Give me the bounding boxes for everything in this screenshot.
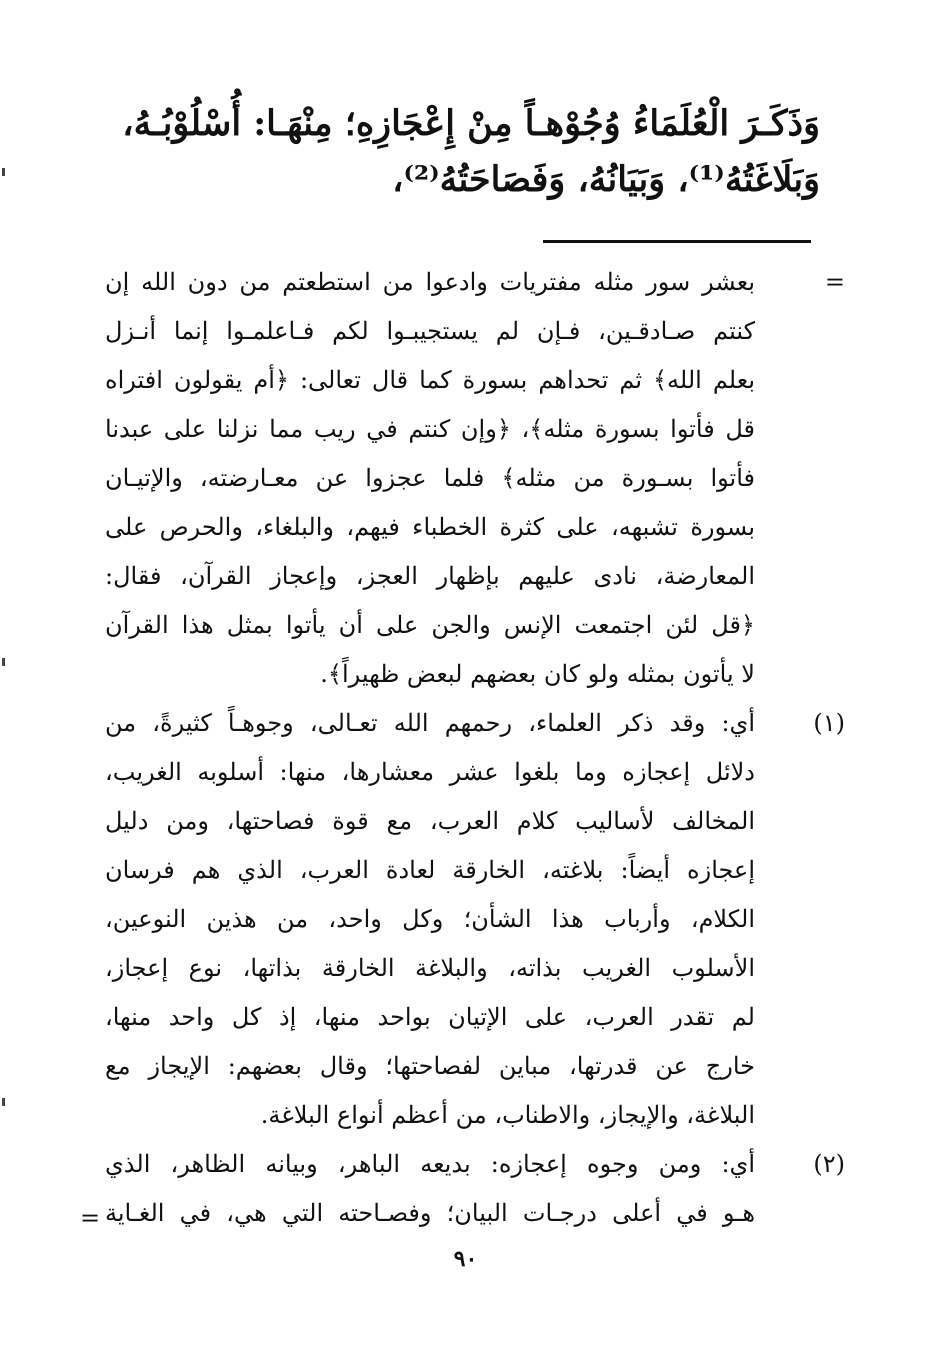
main-text-line: وَذَكَـرَ الْعُلَمَاءُ وُجُوْهـاً مِنْ إِعْجَازِهِ؛ مِنْهَـا: أُسْلُوْبُـهُ، [122,103,820,144]
footnote-separator [543,240,811,243]
scan-edge-mark [2,658,5,666]
footnote-line: المخالف لأساليب كلام العرب، مع قوة فصاحتها، ومن دليل [105,807,755,835]
footnote-number: (٢) [813,1150,845,1178]
footnote-line: بعلم الله﴾ ثم تحداهم بسورة كما قال تعالى: ﴿أم يقولون افتراه [105,366,755,394]
footnote-line: دلائل إعجازه وما بلغوا عشر معشارها، منها: أسلوبه الغريب، [105,758,755,786]
footnote-line: خارج عن قدرتها، مباين لفصاحتها؛ وقال بعضهم: الإيجاز مع [105,1052,755,1080]
footnote-line: لا يأتون بمثله ولو كان بعضهم لبعض ظهيراً﴾. [320,660,755,688]
footnote-line: قل فأتوا بسورة مثله﴾، ﴿وإن كنتم في ريب مما نزلنا على عبدنا [105,415,755,443]
footnote-line: البلاغة، والإيجاز، والاطناب، من أعظم أنواع البلاغة. [260,1101,755,1129]
footnote-1 [105,699,845,1140]
footnote-line: لم تقدر العرب، على الإتيان بواحد منها، إذ كل واحد منها، [105,1003,755,1031]
main-text-line: وَبَلَاغَتُهُ⁽¹⁾، وَبَيَانُهُ، وَفَصَاحَتُهُ⁽²⁾، [392,159,820,200]
footnote-line: بسورة تشبهه، على كثرة الخطباء فيهم، والبلغاء، والحرص على [105,513,755,541]
footnote-continued [105,258,845,699]
footnote-line: فأتوا بسـورة من مثله﴾ فلما عجزوا عن معـارضته، والإتيـان [105,464,755,492]
footnote-continuation-marker: = [824,268,845,296]
footnotes-section [105,258,845,1238]
footnote-line: هـو في أعلى درجـات البيان؛ وفصـاحته التي هي، في الغـاية [105,1199,755,1227]
footnote-line: المعارضة، نادى عليهم بإظهار العجز، وإعجاز القرآن، فقال: [105,562,755,590]
main-verse-text [100,96,820,208]
footnote-line: إعجازه أيضاً: بلاغته، الخارقة لعادة العرب، الذي هم فرسان [105,856,755,884]
footnote-number: (١) [813,709,845,737]
footnote-line: الكلام، وأرباب هذا الشأن؛ وكل واحد، من هذين النوعين، [105,905,755,933]
footnote-line: ﴿قل لئن اجتمعت الإنس والجن على أن يأتوا بمثل هذا القرآن [105,611,755,639]
footnote-line: الأسلوب الغريب بذاته، والبلاغة الخارقة بذاتها، نوع إعجاز، [105,954,755,982]
footnote-line: أي: ومن وجوه إعجازه: بديعه الباهر، وبيانه الظاهر، الذي [105,1150,755,1178]
scan-edge-mark [2,1098,5,1106]
footnote-2 [105,1140,845,1238]
footnote-continues-marker: = [80,1204,101,1232]
scan-edge-mark [2,168,5,176]
page-number: ٩٠ [453,1246,478,1272]
footnote-line: كنتم صـادقـين، فـإن لم يستجيبـوا لكم فـاعلمـوا إنما أنـزل [105,317,755,345]
footnote-line: أي: وقد ذكر العلماء، رحمهم الله تعـالى، وجوهـاً كثيرةً، من [105,709,755,737]
footnote-line: بعشر سور مثله مفتريات وادعوا من استطعتم من دون الله إن [105,268,755,296]
